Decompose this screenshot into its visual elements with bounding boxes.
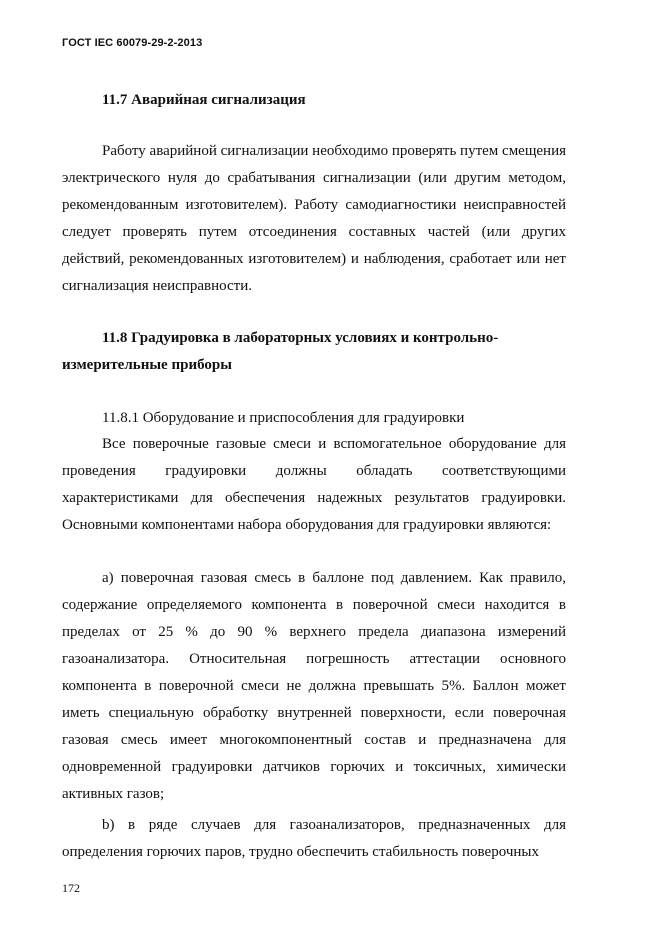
page-number: 172: [62, 881, 80, 895]
section-heading-11-8-line2: измерительные приборы: [62, 357, 232, 373]
list-item-b: b) в ряде случаев для газоанализаторов, предназначенных для определения горючих паров, трудно обеспечить стабильность поверочных: [62, 817, 566, 860]
section-heading-11-8-line1: 11.8 Градуировка в лабораторных условиях и контрольно-: [102, 330, 499, 346]
section-heading-11-7: 11.7 Аварийная сигнализация: [102, 92, 306, 108]
paragraph-alarm-check: Работу аварийной сигнализации необходимо проверять путем смещения электрического нуля до срабатывания сигнализации (или другим методом, рекомендованным изготовителем). Работу самодиагностики неисправностей следует проверять путем отсоединения составных частей (или других действий, рекомендованных изготовителем) и наблюдения, сработает или нет сигнализация неисправности.: [62, 143, 567, 294]
document-header: ГОСТ IEC 60079-29-2-2013: [62, 37, 203, 49]
paragraph-equipment-intro: Все поверочные газовые смеси и вспомогательное оборудование для проведения градуировки должны обладать соответствующими характеристиками для обеспечения надежных результатов градуировки. Основными компонентами набора оборудования для градуировки являются:: [62, 436, 566, 533]
list-item-a: а) поверочная газовая смесь в баллоне под давлением. Как правило, содержание определяемого компонента в поверочной смеси находится в пределах от 25 % до 90 % верхнего предела диапазона измерений газоанализатора. Относительная погрешность аттестации основного компонента в поверочной смеси не должна превышать 5%. Баллон может иметь специальную обработку внутренней поверхности, если поверочная газовая смесь имеет многокомпонентный состав и предназначена для одновременной градуировки датчиков горючих и токсичных, химически активных газов;: [62, 570, 566, 802]
subsection-title-11-8-1: 11.8.1 Оборудование и приспособления для градуировки: [102, 410, 465, 426]
